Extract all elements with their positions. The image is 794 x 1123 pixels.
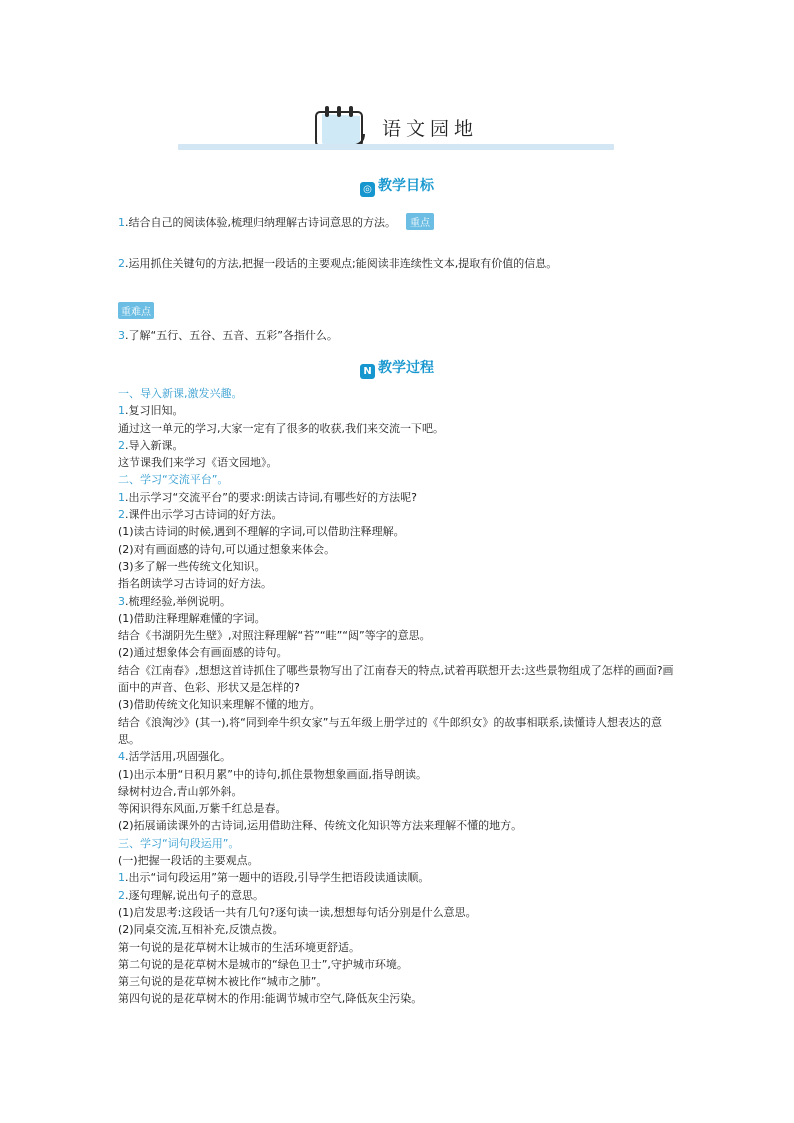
key-point-tag: 重点 <box>406 213 434 230</box>
section-heading-goals <box>0 175 794 197</box>
line-text: (3)多了解一些传统文化知识。 <box>118 559 266 573</box>
difficulty-tag: 重难点 <box>118 302 154 319</box>
process-line <box>118 783 678 800</box>
line-text: .逐句理解,说出句子的意思。 <box>125 888 264 902</box>
step-number: 4 <box>118 750 125 764</box>
process-line <box>118 921 678 938</box>
process-line <box>118 956 678 973</box>
process-line <box>118 610 678 627</box>
line-text: .复习旧知。 <box>125 404 184 418</box>
process-line <box>118 714 678 749</box>
process-line <box>118 800 678 817</box>
process-line <box>118 904 678 921</box>
goal-text: .了解“五行、五谷、五音、五彩”各指什么。 <box>125 329 338 342</box>
line-text: 结合《浪淘沙》(其一),将“同到牵牛织女家”与五年级上册学过的《牛郎织女》的故事相联系,读懂诗人想表达的意思。 <box>118 715 662 746</box>
process-icon: N <box>360 364 375 379</box>
line-text: 第一句说的是花草树木让城市的生活环境更舒适。 <box>118 940 360 954</box>
goal-item-2 <box>118 255 557 271</box>
step-number: 1 <box>118 871 125 885</box>
line-text: (1)启发思考:这段话一共有几句?逐句读一读,想想每句话分别是什么意思。 <box>118 905 477 919</box>
line-text: .梳理经验,举例说明。 <box>125 594 231 608</box>
page-title: 语文园地 <box>382 118 479 140</box>
goal-number: 1 <box>118 216 125 229</box>
process-line <box>118 644 678 661</box>
line-text: .课件出示学习古诗词的好方法。 <box>125 508 283 522</box>
line-text: 结合《书湖阴先生壁》,对照注释理解“苔”“畦”“闼”等字的意思。 <box>118 629 431 643</box>
goal-item-1 <box>118 213 434 230</box>
process-line <box>118 869 678 886</box>
line-text: (1)借助注释理解难懂的字词。 <box>118 611 266 625</box>
step-number: 2 <box>118 438 125 452</box>
line-text: (一)把握一段话的主要观点。 <box>118 854 259 868</box>
target-icon: ◎ <box>360 182 375 197</box>
line-text: (2)拓展诵读课外的古诗词,运用借助注释、传统文化知识等方法来理解不懂的地方。 <box>118 819 523 833</box>
process-line <box>118 593 678 610</box>
goal-item-3 <box>118 327 338 343</box>
process-line <box>118 973 678 990</box>
step-number: 3 <box>118 594 125 608</box>
process-line <box>118 541 678 558</box>
step-number: 1 <box>118 404 125 418</box>
page-header <box>178 100 614 152</box>
process-line <box>118 558 678 575</box>
line-text: .出示学习“交流平台”的要求:朗读古诗词,有哪些好的方法呢? <box>125 490 417 504</box>
process-line <box>118 887 678 904</box>
line-text: 通过这一单元的学习,大家一定有了很多的收获,我们来交流一下吧。 <box>118 421 444 435</box>
process-line <box>118 696 678 713</box>
line-text: 结合《江南春》,想想这首诗抓住了哪些景物写出了江南春天的特点,试着再联想开去:这些景物组成了怎样的画面?画面中的声音、色彩、形状又是怎样的? <box>118 663 674 695</box>
process-line <box>118 662 678 697</box>
line-text: 绿树村边合,青山郭外斜。 <box>118 784 243 798</box>
process-line <box>118 523 678 540</box>
header-underline <box>178 144 614 150</box>
calendar-icon <box>314 104 368 148</box>
line-text: 第二句说的是花草树木是城市的“绿色卫士”,守护城市环境。 <box>118 957 408 971</box>
step-number: 1 <box>118 490 125 504</box>
line-text: 第三句说的是花草树木被比作“城市之肺”。 <box>118 975 328 989</box>
line-text: (1)读古诗词的时候,遇到不理解的字词,可以借助注释理解。 <box>118 525 405 539</box>
line-text: 等闲识得东风面,万紫千红总是春。 <box>118 802 287 816</box>
process-line <box>118 766 678 783</box>
goal-text: .运用抓住关键句的方法,把握一段话的主要观点;能阅读非连续性文本,提取有价值的信息。 <box>125 257 558 270</box>
step-number: 2 <box>118 508 125 522</box>
process-line <box>118 420 678 437</box>
line-text: .出示“词句段运用”第一题中的语段,引导学生把语段读通读顺。 <box>125 871 430 885</box>
line-text: (3)借助传统文化知识来理解不懂的地方。 <box>118 698 321 712</box>
step-heading <box>118 385 678 402</box>
line-text: 三、学习“词句段运用”。 <box>118 836 240 850</box>
process-line <box>118 627 678 644</box>
line-text: (2)对有画面感的诗句,可以通过想象来体会。 <box>118 542 336 556</box>
goal-number: 3 <box>118 329 125 342</box>
line-text: 二、学习“交流平台”。 <box>118 473 229 487</box>
section-title-goals: 教学目标 <box>378 178 434 194</box>
process-line <box>118 817 678 834</box>
process-content <box>118 385 678 1008</box>
process-line <box>118 990 678 1007</box>
goal-number: 2 <box>118 257 125 270</box>
line-text: 第四句说的是花草树木的作用:能调节城市空气,降低灰尘污染。 <box>118 992 423 1006</box>
line-text: (2)同桌交流,互相补充,反馈点拨。 <box>118 923 284 937</box>
line-text: 这节课我们来学习《语文园地》。 <box>118 456 278 470</box>
step-number: 2 <box>118 888 125 902</box>
line-text: 一、导入新课,激发兴趣。 <box>118 387 243 400</box>
line-text: (2)通过想象体会有画面感的诗句。 <box>118 646 288 660</box>
process-line <box>118 506 678 523</box>
process-line <box>118 575 678 592</box>
step-heading <box>118 835 678 852</box>
line-text: .导入新课。 <box>125 438 184 452</box>
process-line <box>118 437 678 454</box>
step-heading <box>118 471 678 488</box>
section-title-process: 教学过程 <box>378 360 434 376</box>
process-line <box>118 454 678 471</box>
line-text: .活学活用,巩固强化。 <box>125 750 231 764</box>
line-text: 指名朗读学习古诗词的好方法。 <box>118 577 272 591</box>
line-text: (1)出示本册“日积月累”中的诗句,抓住景物想象画面,指导朗读。 <box>118 767 427 781</box>
section-heading-process <box>0 357 794 379</box>
process-line <box>118 489 678 506</box>
process-line <box>118 939 678 956</box>
process-line <box>118 852 678 869</box>
process-line <box>118 748 678 765</box>
process-line <box>118 402 678 419</box>
goal-text: .结合自己的阅读体验,梳理归纳理解古诗词意思的方法。 <box>125 216 396 229</box>
